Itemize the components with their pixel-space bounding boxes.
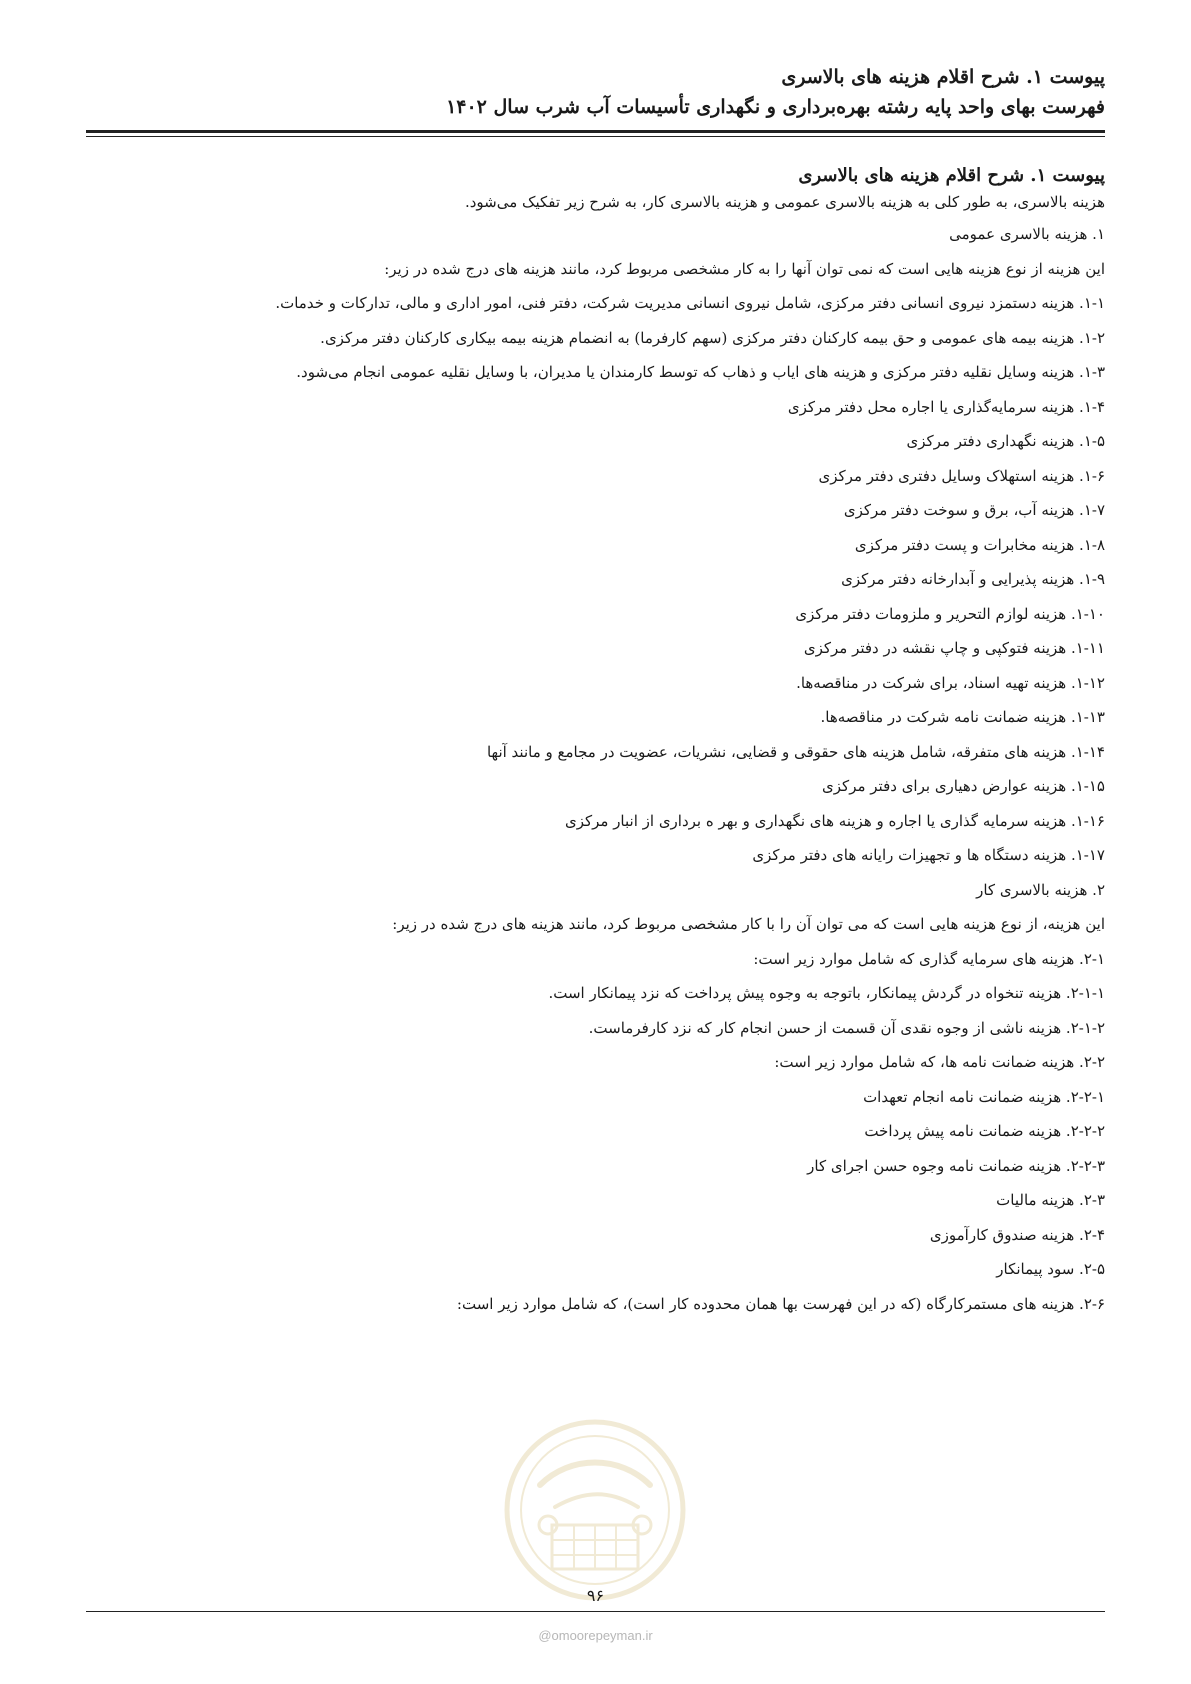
section-title: پیوست ۱. شرح اقلام هزینه های بالاسری xyxy=(798,165,1105,186)
watermark-site: @omoorepeyman.ir xyxy=(538,1628,653,1643)
list-item: ۱-۱. هزینه دستمزد نیروی انسانی دفتر مرکزی، شامل نیروی انسانی مدیریت شرکت، دفتر فنی، امور اداری و مالی، تدارکات و خدمات. xyxy=(275,294,1105,312)
list-item: ۱-۲. هزینه بیمه های عمومی و حق بیمه کارکنان دفتر مرکزی (سهم کارفرما) به انضمام هزینه بیمه بیکاری کارکنان دفتر مرکزی. xyxy=(320,328,1105,347)
list-item: این هزینه از نوع هزینه هایی است که نمی توان آنها را به کار مشخصی مربوط کرد، مانند هزینه های درج شده در زیر: xyxy=(384,259,1105,278)
footer-divider xyxy=(86,1611,1105,1612)
list-item: ۲-۲. هزینه ضمانت نامه ها، که شامل موارد زیر است: xyxy=(774,1053,1105,1071)
list-item: این هزینه، از نوع هزینه هایی است که می توان آن را با کار مشخصی مربوط کرد، مانند هزینه های درج شده در زیر: xyxy=(392,915,1105,933)
list-item: ۱-۱۲. هزینه تهیه اسناد، برای شرکت در مناقصه‌ها. xyxy=(796,673,1105,692)
header-appendix-title: پیوست ۱. شرح اقلام هزینه های بالاسری xyxy=(781,66,1105,88)
list-item: ۱-۳. هزینه وسایل نقلیه دفتر مرکزی و هزینه های ایاب و ذهاب که توسط کارمندان یا مدیران، با وسایل نقلیه عمومی انجام می‌شود. xyxy=(296,363,1105,381)
list-item: ۱-۵. هزینه نگهداری دفتر مرکزی xyxy=(906,432,1105,450)
intro-paragraph: هزینه بالاسری، به طور کلی به هزینه بالاسری عمومی و هزینه بالاسری کار، به شرح زیر تفکیک می‌شود. xyxy=(464,193,1105,211)
list-item: ۱-۴. هزینه سرمایه‌گذاری یا اجاره محل دفتر مرکزی xyxy=(787,397,1105,416)
list-item: ۲. هزینه بالاسری کار xyxy=(976,880,1105,899)
list-item: ۲-۵. سود پیمانکار xyxy=(996,1260,1105,1278)
list-item: ۱-۱۳. هزینه ضمانت نامه شرکت در مناقصه‌ها. xyxy=(820,708,1105,726)
list-item: ۲-۴. هزینه صندوق کارآموزی xyxy=(929,1225,1105,1244)
header-divider-thick xyxy=(86,130,1105,133)
list-item: ۲-۲-۱. هزینه ضمانت نامه انجام تعهدات xyxy=(863,1087,1105,1106)
list-item: ۲-۱-۲. هزینه ناشی از وجوه نقدی آن قسمت از حسن انجام کار که نزد کارفرماست. xyxy=(588,1018,1105,1037)
list-item: ۲-۱-۱. هزینه تنخواه در گردش پیمانکار، باتوجه به وجوه پیش پرداخت که نزد پیمانکار است. xyxy=(548,984,1105,1002)
list-item: ۱-۷. هزینه آب، برق و سوخت دفتر مرکزی xyxy=(843,501,1105,519)
header-document-title: فهرست بهای واحد پایه رشته بهره‌برداری و نگهداری تأسیسات آب شرب سال ۱۴۰۲ xyxy=(446,96,1105,118)
list-item: ۱-۱۰. هزینه لوازم التحریر و ملزومات دفتر مرکزی xyxy=(795,604,1105,623)
list-item: ۱-۶. هزینه استهلاک وسایل دفتری دفتر مرکزی xyxy=(818,466,1105,485)
list-item: ۱-۱۱. هزینه فتوکپی و چاپ نقشه در دفتر مرکزی xyxy=(803,639,1105,657)
list-item: ۲-۲-۲. هزینه ضمانت نامه پیش پرداخت xyxy=(864,1122,1105,1140)
list-item: ۱-۱۵. هزینه عوارض دهیاری برای دفتر مرکزی xyxy=(822,777,1105,795)
list-item: ۱-۸. هزینه مخابرات و پست دفتر مرکزی xyxy=(854,535,1105,554)
list-item: ۱-۹. هزینه پذیرایی و آبدارخانه دفتر مرکزی xyxy=(841,570,1105,588)
page-header xyxy=(86,62,1105,122)
list-item: ۲-۱. هزینه های سرمایه گذاری که شامل موارد زیر است: xyxy=(753,949,1105,968)
list-item: ۲-۶. هزینه های مستمرکارگاه (که در این فهرست بها همان محدوده کار است)، که شامل موارد زیر است: xyxy=(456,1294,1105,1313)
list-item: ۱-۱۴. هزینه های متفرقه، شامل هزینه های حقوقی و قضایی، نشریات، عضویت در مجامع و مانند آنها xyxy=(486,742,1105,761)
header-divider-thin xyxy=(86,136,1105,137)
list-item: ۱-۱۷. هزینه دستگاه ها و تجهیزات رایانه های دفتر مرکزی xyxy=(752,846,1105,864)
document-body xyxy=(90,160,1105,1328)
omoore-peyman-seal-icon xyxy=(500,1415,690,1605)
list-item: ۱. هزینه بالاسری عمومی xyxy=(949,225,1105,243)
list-item: ۱-۱۶. هزینه سرمایه گذاری یا اجاره و هزینه های نگهداری و بهر ه برداری از انبار مرکزی xyxy=(564,811,1105,830)
page-number: ۹۶ xyxy=(586,1586,605,1605)
list-item: ۲-۲-۳. هزینه ضمانت نامه وجوه حسن اجرای کار xyxy=(807,1156,1105,1175)
list-item: ۲-۳. هزینه مالیات xyxy=(996,1191,1105,1209)
